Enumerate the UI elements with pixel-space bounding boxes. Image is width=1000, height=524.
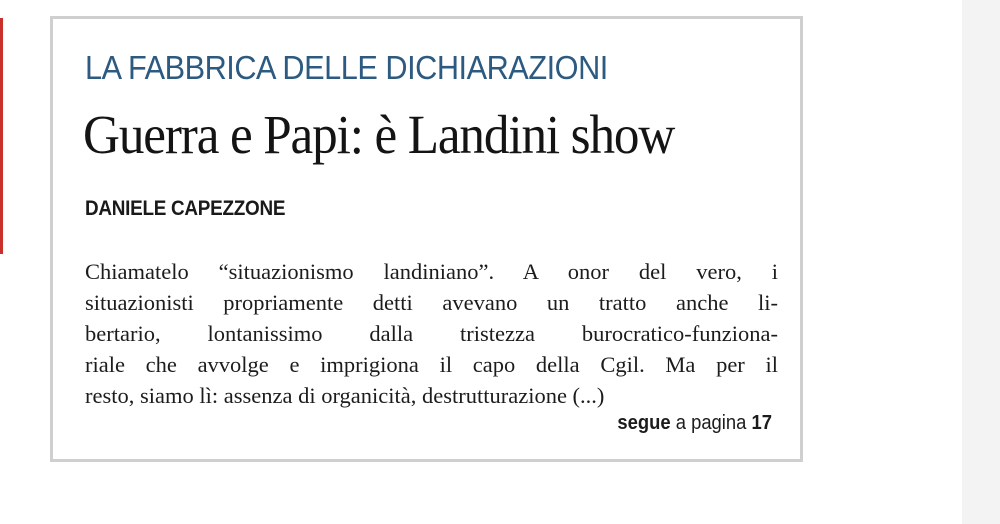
body-line: Chiamatelo “situazionismo landiniano”. A onor del vero, i — [85, 259, 778, 284]
continuation-link[interactable] — [617, 412, 772, 435]
body-line: situazionisti propriamente detti avevano un tratto anche li- — [85, 290, 778, 315]
continuation-page-number: 17 — [751, 412, 772, 434]
body-line: resto, siamo lì: assenza di organicità, destrutturazione (...) — [85, 383, 605, 408]
article-box — [50, 16, 803, 462]
continuation-a-pagina: a pagina — [675, 412, 747, 434]
body-line: bertario, lontanissimo dalla tristezza burocratico-funziona- — [85, 321, 778, 346]
right-gutter — [962, 0, 1000, 524]
body-line: riale che avvolge e imprigiona il capo della Cgil. Ma per il — [85, 352, 778, 377]
article-body — [85, 256, 785, 411]
article-headline: Guerra e Papi: è Landini show — [83, 104, 675, 165]
side-accent-rule — [0, 18, 3, 254]
article-kicker: LA FABBRICA DELLE DICHIARAZIONI — [85, 49, 608, 86]
continuation-segue: segue — [617, 412, 671, 434]
article-byline: DANIELE CAPEZZONE — [85, 197, 286, 220]
